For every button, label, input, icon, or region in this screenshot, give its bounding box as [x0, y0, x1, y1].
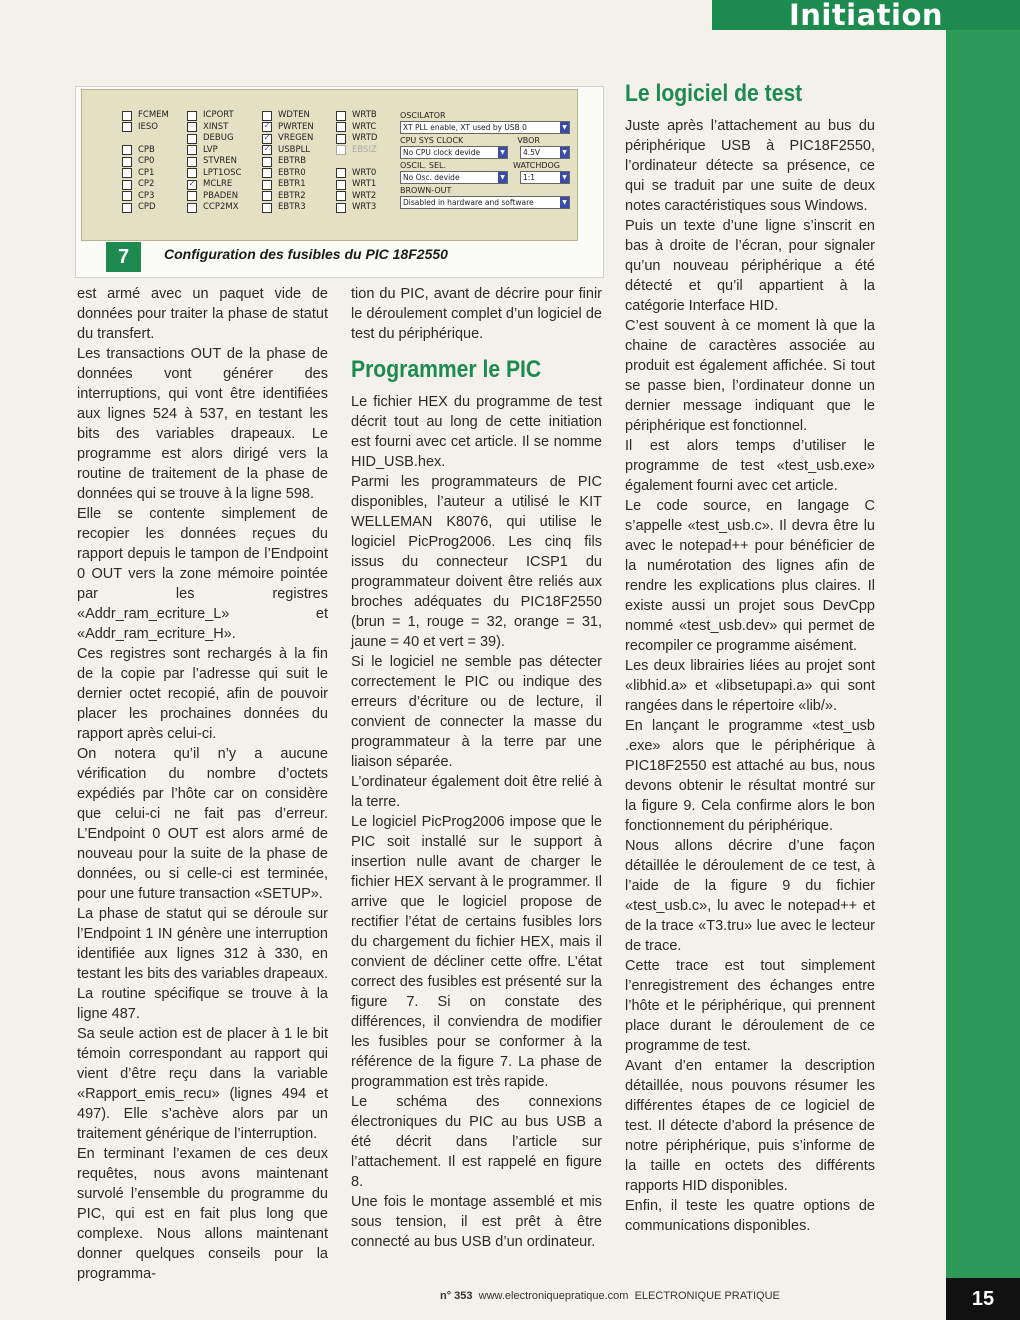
checkbox[interactable] [187, 168, 197, 178]
fuse-label: PBADEN [203, 190, 239, 201]
fuse-cp3[interactable] [122, 191, 169, 203]
cpu-clock-value: No CPU clock devide [403, 148, 481, 157]
fuse-column-2 [187, 110, 241, 214]
paragraph: En lançant le programme «test_usb .exe» alors que le périphérique à PIC18F2550 est attaché au bus, nous devons obtenir le résultat montré sur la figure 9. Cela confirme alors le bon fonctionnement du périphérique. [625, 718, 875, 834]
checkbox[interactable] [262, 191, 272, 201]
checkbox[interactable] [336, 122, 346, 132]
fuse-cp1[interactable] [122, 168, 169, 180]
fuse-vregen[interactable] [262, 133, 314, 145]
fuse-ebsiz[interactable] [336, 145, 377, 157]
fuse-ebtr3[interactable] [262, 202, 314, 214]
osc-watchdog-labels [400, 160, 570, 171]
fuse-wrt0[interactable] [336, 168, 377, 180]
fuse-label: WRT3 [352, 202, 377, 212]
checkbox[interactable] [262, 203, 272, 213]
cpu-clock-select[interactable] [400, 146, 508, 159]
oscillator-settings [400, 110, 570, 210]
fuse-label: WRT0 [352, 167, 377, 178]
fuse-column-3 [262, 110, 314, 214]
fuse-mclre[interactable] [187, 179, 241, 191]
section-header: Initiation [712, 0, 1020, 30]
fuse-ebtr0[interactable] [262, 168, 314, 180]
paragraph: L’ordinateur également doit être relié à la terre. [351, 774, 602, 810]
fuse-label: CPB [138, 144, 155, 155]
paragraph: La phase de statut qui se déroule sur l’Endpoint 1 IN génère une interruption identifiée aux lignes 312 à 330, en testant les bits des variables drapeaux. La routine spécifique se trouve à la ligne 487. [77, 906, 328, 1022]
checkbox[interactable] [122, 180, 132, 190]
spacer [336, 156, 377, 168]
checkbox[interactable] [262, 122, 272, 132]
fuse-icport[interactable] [187, 110, 241, 122]
checkbox[interactable] [187, 180, 197, 190]
checkbox[interactable] [336, 203, 346, 213]
checkbox[interactable] [262, 145, 272, 155]
fuse-debug[interactable] [187, 133, 241, 145]
checkbox[interactable] [187, 122, 197, 132]
fuse-pwrten[interactable] [262, 122, 314, 134]
fuse-xinst[interactable] [187, 122, 241, 134]
fuse-fcmem[interactable] [122, 110, 169, 122]
fuse-wrt1[interactable] [336, 179, 377, 191]
paragraph: Nous allons décrire d’une façon détaillée le déroulement de ce test, à l’aide de la figure 9 du fichier «test_usb.c», lu avec le notepad++ et de la trace «T3.tru» lue avec le lecteur de trace. [625, 838, 875, 954]
checkbox[interactable] [336, 191, 346, 201]
fuse-label: ICPORT [203, 110, 234, 120]
fuse-column-4 [336, 110, 377, 214]
spacer [122, 133, 169, 145]
checkbox[interactable] [262, 157, 272, 167]
fuse-pbaden[interactable] [187, 191, 241, 203]
oscillator-value: XT PLL enable, XT used by USB 0 [403, 123, 527, 132]
checkbox[interactable] [262, 134, 272, 144]
column-3 [625, 80, 875, 1236]
checkbox[interactable] [122, 145, 132, 155]
fuse-label: VREGEN [278, 133, 314, 143]
paragraph: Puis un texte d’une ligne s’inscrit en bas à droite de l’écran, pour signaler qu’un nouveau périphérique a été détecté et qu’il appartient à la catégorie Interface HID. [625, 218, 875, 314]
fuse-ebtrb[interactable] [262, 156, 314, 168]
checkbox[interactable] [122, 191, 132, 201]
fuse-wrt3[interactable] [336, 202, 377, 214]
fuse-ebtr2[interactable] [262, 191, 314, 203]
footer [440, 1290, 780, 1302]
fuse-label: EBSIZ [352, 144, 377, 155]
fuse-wrtb[interactable] [336, 110, 377, 122]
osc-watchdog-row [400, 171, 570, 185]
fuse-label: WDTEN [278, 110, 310, 120]
figure-caption: Configuration des fusibles du PIC 18F2550 [164, 246, 448, 262]
paragraph: Le code source, en langage C s’appelle «test_usb.c». Il devra être lu avec le notepad++ pour bénéficier de la numérotation des lignes afin de rendre les explications plus claires. Il existe aussi un projet sous DevCpp nommé «test_usb.dev» qui permet de recompiler ce programme aisément. [625, 498, 875, 654]
chevron-down-icon: ▼ [498, 172, 507, 183]
fuse-label: WRT1 [352, 179, 377, 189]
chevron-down-icon: ▼ [560, 172, 569, 183]
osc-sel-label: OSCIL. SEL. [400, 161, 446, 170]
cpu-clock-label: CPU SYS CLOCK [400, 136, 464, 145]
fuse-label: DEBUG [203, 133, 234, 143]
fuse-config-panel [81, 89, 578, 241]
fuse-wdten[interactable] [262, 110, 314, 122]
column-2 [351, 284, 602, 1252]
paragraph: Une fois le montage assemblé et mis sous tension, il est prêt à être connecté au bus USB d’un ordinateur. [351, 1194, 602, 1250]
page-number: 15 [946, 1278, 1020, 1320]
fuse-label: USBPLL [278, 144, 311, 155]
checkbox[interactable] [262, 180, 272, 190]
side-strip [946, 30, 1020, 1320]
vbor-select[interactable] [520, 146, 570, 159]
checkbox[interactable] [122, 157, 132, 167]
paragraph: Cette trace est tout simplement l’enregistrement des échanges entre l’hôte et le périphérique, qui prennent place durant le déroulement de ce programme de test. [625, 958, 875, 1054]
website: www.electroniquepratique.com [478, 1290, 629, 1302]
checkbox[interactable] [187, 157, 197, 167]
fuse-label: EBTR3 [278, 202, 306, 212]
fuse-label: CP1 [138, 167, 155, 178]
oscillator-label: OSCILATOR [400, 111, 446, 120]
paragraph: Parmi les programmateurs de PIC disponibles, l’auteur a utilisé le KIT WELLEMAN K8076, qui utilise le logiciel PicProg2006. Les cinq fils issus du connecteur ICSP1 du programmateur doivent être reliés aux broches adéquates du PIC18F2550 (brun = 1, rouge = 32, orange = 31, jaune = 40 et vert = 39). [351, 474, 602, 650]
checkbox[interactable] [336, 111, 346, 121]
paragraph: Il est alors temps d’utiliser le programme de test «test_usb.exe» également fourni avec cet article. [625, 438, 875, 494]
fuse-label: WRTC [352, 121, 377, 132]
paragraph: Sa seule action est de placer à 1 le bit témoin correspondant au rapport qui vient d’être reçu dans la variable «Rapport_emis_recu» (lignes 494 et 497). Elle s’achève alors par un traitement générique de l’interruption. [77, 1026, 328, 1142]
paragraph: C’est souvent à ce moment là que la chaine de caractères associée au produit est également affichée. Si tout se passe bien, l’ordinateur donne un dernier message indiquant que le périphérique est fonctionnel. [625, 318, 875, 434]
fuse-label: STVREN [203, 156, 238, 166]
paragraph: Les deux librairies liées au projet sont «libhid.a» et «libsetupapi.a» qui sont rangées dans le répertoire «lib/». [625, 658, 875, 714]
checkbox[interactable] [336, 180, 346, 190]
paragraph: Le logiciel PicProg2006 impose que le PIC soit installé sur le support à insertion nulle avant de charger le fichier HEX servant à le programmer. Il arrive que le logiciel propose de rectifier l’état de certains fusibles lors du chargement du fichier HEX, mais il convient de décliner cette offre. L’état correct des fusibles est présenté sur la figure 7. Si on constate des différences, il conviendra de modifier les fusibles pour se conformer à la référence de la figure 7. La phase de programmation est très rapide. [351, 814, 602, 1090]
osc-sel-select[interactable] [400, 171, 508, 184]
fuse-label: EBTR0 [278, 167, 306, 178]
paragraph: Si le logiciel ne semble pas détecter correctement le PIC ou indique des erreurs d’écriture ou de lecture, il convient de connecter la masse du programmateur à la terre par une liaison séparée. [351, 654, 602, 770]
cpu-vbor-row [400, 146, 570, 160]
paragraph: Enfin, il teste les quatre options de communications disponibles. [625, 1198, 875, 1234]
fuse-ieso[interactable] [122, 122, 169, 134]
fuse-label: MCLRE [203, 179, 233, 189]
issue-number: n° 353 [440, 1290, 473, 1302]
vbor-label: VBOR [517, 136, 540, 145]
fuse-wrtd[interactable] [336, 133, 377, 145]
heading-logiciel-de-test: Le logiciel de test [625, 80, 803, 107]
fuse-label: WRTB [352, 110, 377, 120]
fuse-label: EBTRB [278, 156, 307, 166]
checkbox[interactable] [122, 203, 132, 213]
column-2-intro: tion du PIC, avant de décrire pour finir le déroulement complet d’un logiciel de test du périphérique. [351, 286, 602, 342]
fuse-label: CPD [138, 202, 156, 212]
fuse-label: CP0 [138, 156, 155, 166]
fuse-column-1 [122, 110, 169, 214]
paragraph: Avant d’en entamer la description détaillée, nous pouvons résumer les différentes étapes de ce logiciel de test. Il détecte d’abord la présence de notre périphérique, puis s’informe de la taille en octets des différents rapports HID disponibles. [625, 1058, 875, 1194]
chevron-down-icon: ▼ [560, 122, 569, 133]
checkbox[interactable] [122, 168, 132, 178]
fuse-lpt1osc[interactable] [187, 168, 241, 180]
fuse-ebtr1[interactable] [262, 179, 314, 191]
paragraph: Elle se contente simplement de recopier les données reçues du rapport depuis le tampon de l’Endpoint 0 OUT vers la zone mémoire pointée par les registres «Addr_ram_ecriture_L» et «Addr_ram_ecriture_H». [77, 506, 328, 642]
watchdog-select[interactable] [520, 171, 570, 184]
fuse-stvren[interactable] [187, 156, 241, 168]
paragraph: Juste après l’attachement au bus du périphérique USB à PIC18F2550, l’ordinateur détecte sa présence, ce qui se traduit par une suite de deux notes caractéristiques sous Windows. [625, 118, 875, 214]
paragraph: On notera qu’il n’y a aucune vérification du nombre d’octets expédiés par l’hôte car on considère que celui-ci ne fait pas d’erreur. L’Endpoint 0 OUT est alors armé de nouveau pour la suite de la phase de données, ou si celle-ci est terminée, pour une future transaction «SETUP». [77, 746, 328, 902]
fuse-wrtc[interactable] [336, 122, 377, 134]
paragraph: Les transactions OUT de la phase de données vont générer des interruptions, qui vont être identifiées aux lignes 524 à 537, en testant les bits des variables drapeaux. Le programme est alors dirigé vers la routine de traitement de la phase de données qui se trouve à la ligne 598. [77, 346, 328, 502]
watchdog-label: WATCHDOG [513, 161, 560, 170]
chevron-down-icon: ▼ [560, 147, 569, 158]
fuse-label: CP3 [138, 190, 155, 201]
fuse-ccp2mx[interactable] [187, 202, 241, 214]
paragraph: Le schéma des connexions électroniques du PIC au bus USB a été décrit dans l’article sur l’attachement. Il est rappelé en figure 8. [351, 1094, 602, 1190]
fuse-cp0[interactable] [122, 156, 169, 168]
fuse-usbpll[interactable] [262, 145, 314, 157]
fuse-label: LVP [203, 144, 218, 155]
checkbox[interactable] [187, 191, 197, 201]
column-2-body [351, 392, 602, 1252]
fuse-cpb[interactable] [122, 145, 169, 157]
checkbox[interactable] [187, 111, 197, 121]
paragraph: est armé avec un paquet vide de données pour traiter la phase de statut du transfert. [77, 286, 328, 342]
fuse-lvp[interactable] [187, 145, 241, 157]
checkbox[interactable] [187, 145, 197, 155]
cpu-vbor-labels [400, 135, 570, 146]
checkbox[interactable] [262, 168, 272, 178]
fuse-label: CP2 [138, 179, 155, 189]
figure-7 [75, 86, 604, 278]
fuse-label: WRT2 [352, 190, 377, 201]
checkbox[interactable] [262, 111, 272, 121]
fuse-label: EBTR1 [278, 179, 306, 189]
paragraph: En terminant l’examen de ces deux requêtes, nous avons maintenant survolé l’ensemble du programme du PIC, qui est en fait plus long que complexe. Nous allons maintenant donner quelques conseils pour la programma- [77, 1146, 328, 1282]
fuse-label: FCMEM [138, 110, 169, 120]
fuse-label: PWRTEN [278, 121, 314, 132]
magazine-name: ELECTRONIQUE PRATIQUE [634, 1290, 780, 1302]
paragraph: Le fichier HEX du programme de test décrit tout au long de cette initiation est fourni avec cet article. Il se nomme HID_USB.hex. [351, 394, 602, 470]
fuse-label: LPT1OSC [203, 167, 242, 178]
fuse-cp2[interactable] [122, 179, 169, 191]
paragraph: Ces registres sont rechargés à la fin de la copie par l’adresse qui suit le dernier octet recopié, afin de pouvoir placer les prochaines données du rapport après celui-ci. [77, 646, 328, 742]
checkbox[interactable] [187, 203, 197, 213]
fuse-label: WRTD [352, 133, 378, 143]
column-3-body [625, 116, 875, 1236]
brownout-label: BROWN-OUT [400, 186, 452, 195]
checkbox[interactable] [187, 134, 197, 144]
checkbox[interactable] [122, 111, 132, 121]
brownout-select[interactable] [400, 196, 570, 209]
chevron-down-icon: ▼ [560, 197, 569, 208]
fuse-label: XINST [203, 121, 229, 132]
fuse-label: CCP2MX [203, 202, 239, 212]
column-1 [77, 284, 328, 1284]
oscillator-select[interactable] [400, 121, 570, 134]
heading-programmer-pic: Programmer le PIC [351, 356, 542, 383]
fuse-wrt2[interactable] [336, 191, 377, 203]
checkbox[interactable] [336, 134, 346, 144]
fuse-label: EBTR2 [278, 190, 306, 201]
vbor-value: 4.5V [523, 148, 541, 157]
fuse-cpd[interactable] [122, 202, 169, 214]
figure-number: 7 [106, 242, 141, 272]
watchdog-value: 1:1 [523, 173, 536, 182]
checkbox[interactable] [336, 168, 346, 178]
checkbox[interactable] [336, 145, 346, 155]
osc-sel-value: No Osc. devide [403, 173, 460, 182]
brownout-value: Disabled in hardware and software [403, 198, 534, 207]
fuse-label: IESO [138, 121, 158, 132]
checkbox[interactable] [122, 122, 132, 132]
chevron-down-icon: ▼ [498, 147, 507, 158]
